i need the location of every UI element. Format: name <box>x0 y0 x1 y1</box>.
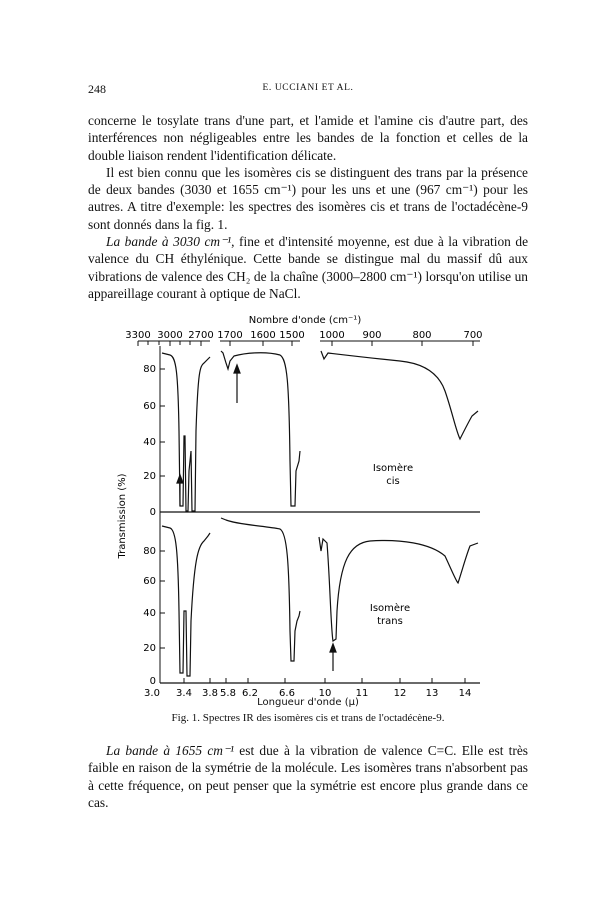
paragraph-4-rest: est due à la vibration de valence C=C. Elle est très faible en raison de la symétrie de la molécule. Les isomères trans n'absorbent pas à cette fréquence, on peut penser que la symétrie est encore plus grande dans ce cas. <box>88 743 529 810</box>
y-axis-label: Transmission (%) <box>117 473 128 559</box>
bottom-tick-3.0: 3.0 <box>144 688 160 699</box>
paragraph-3 <box>88 233 528 302</box>
panel-label-cis-2: cis <box>386 476 400 487</box>
bottom-tick-13: 13 <box>425 688 439 699</box>
page-header <box>88 82 528 98</box>
y-tick-bottom-80: 80 <box>143 546 156 557</box>
paragraph-2: Il est bien connu que les isomères cis se distinguent des trans par la présence de deux bandes (3030 et 1655 cm⁻¹) pour les uns et une (967 cm⁻¹) pour les autres. A titre d'exemple: les spectres des isomères cis et trans de l'octadécène-9 sont donnés dans la fig. 1. <box>88 164 528 232</box>
bottom-tick-5.8: 5.8 <box>220 688 236 699</box>
paragraph-3-lead: La bande à 3030 cm⁻¹ <box>106 234 232 250</box>
top-axis-label: Nombre d'onde (cm⁻¹) <box>248 315 362 326</box>
y-tick-bottom-60: 60 <box>143 576 156 587</box>
top-tick-700: 700 <box>463 330 483 341</box>
panel-label-trans-2: trans <box>377 616 403 627</box>
page-number: 248 <box>88 82 106 96</box>
top-tick-800: 800 <box>412 330 432 341</box>
bottom-tick-6.2: 6.2 <box>242 688 258 699</box>
y-tick-top-80: 80 <box>143 364 156 375</box>
y-tick-bottom-0: 0 <box>149 676 156 687</box>
y-tick-top-40: 40 <box>143 437 156 448</box>
bottom-tick-6.6: 6.6 <box>279 688 295 699</box>
bottom-tick-11: 11 <box>355 688 369 699</box>
bottom-tick-10: 10 <box>318 688 332 699</box>
paragraph-1: concerne le tosylate trans d'une part, et l'amide et l'amine cis d'autre part, des interférences non négligeables entre les bandes de la fonction et celles de la double liaison rendent l'identification délicate. <box>88 113 528 163</box>
top-tick-1500: 1500 <box>279 330 305 341</box>
top-tick-900: 900 <box>362 330 382 341</box>
running-head: E. UCCIANI ET AL. <box>262 83 354 93</box>
bottom-tick-12: 12 <box>393 688 407 699</box>
y-tick-bottom-40: 40 <box>143 608 156 619</box>
bottom-tick-3.4: 3.4 <box>176 688 192 699</box>
top-tick-1600: 1600 <box>250 330 276 341</box>
top-tick-1000: 1000 <box>319 330 345 341</box>
top-tick-3000: 3000 <box>157 330 183 341</box>
bottom-axis-label: Longueur d'onde (µ) <box>257 697 359 708</box>
paragraph-4 <box>88 742 528 811</box>
y-tick-bottom-20: 20 <box>143 643 156 654</box>
paragraph-3-rest: , fine et d'intensité moyenne, est due à la vibration de valence du CH éthylénique. Cette bande se distingue mal du massif dû aux vibrations de valence des CH₂ de la chaîne (3000–2800 cm⁻¹) lorsqu'on utilise un appareillage courant à optique de NaCl. <box>88 234 529 301</box>
y-tick-top-20: 20 <box>143 471 156 482</box>
top-tick-3300: 3300 <box>125 330 151 341</box>
panel-label-trans-1: Isomère <box>369 603 411 614</box>
text-bottom <box>88 742 528 811</box>
paragraph-4-lead: La bande à 1655 cm⁻¹ <box>106 743 235 758</box>
spectra-svg <box>100 311 520 701</box>
y-tick-top-60: 60 <box>143 401 156 412</box>
ir-spectra-figure <box>100 311 520 701</box>
text-top <box>88 112 528 302</box>
figure-caption: Fig. 1. Spectres IR des isomères cis et trans de l'octadécène-9. <box>171 712 445 724</box>
top-tick-1700: 1700 <box>217 330 243 341</box>
bottom-tick-14: 14 <box>458 688 472 699</box>
panel-label-cis-1: Isomère <box>372 463 414 474</box>
bottom-tick-3.8: 3.8 <box>202 688 218 699</box>
y-tick-top-0: 0 <box>149 507 156 518</box>
top-tick-2700: 2700 <box>188 330 214 341</box>
